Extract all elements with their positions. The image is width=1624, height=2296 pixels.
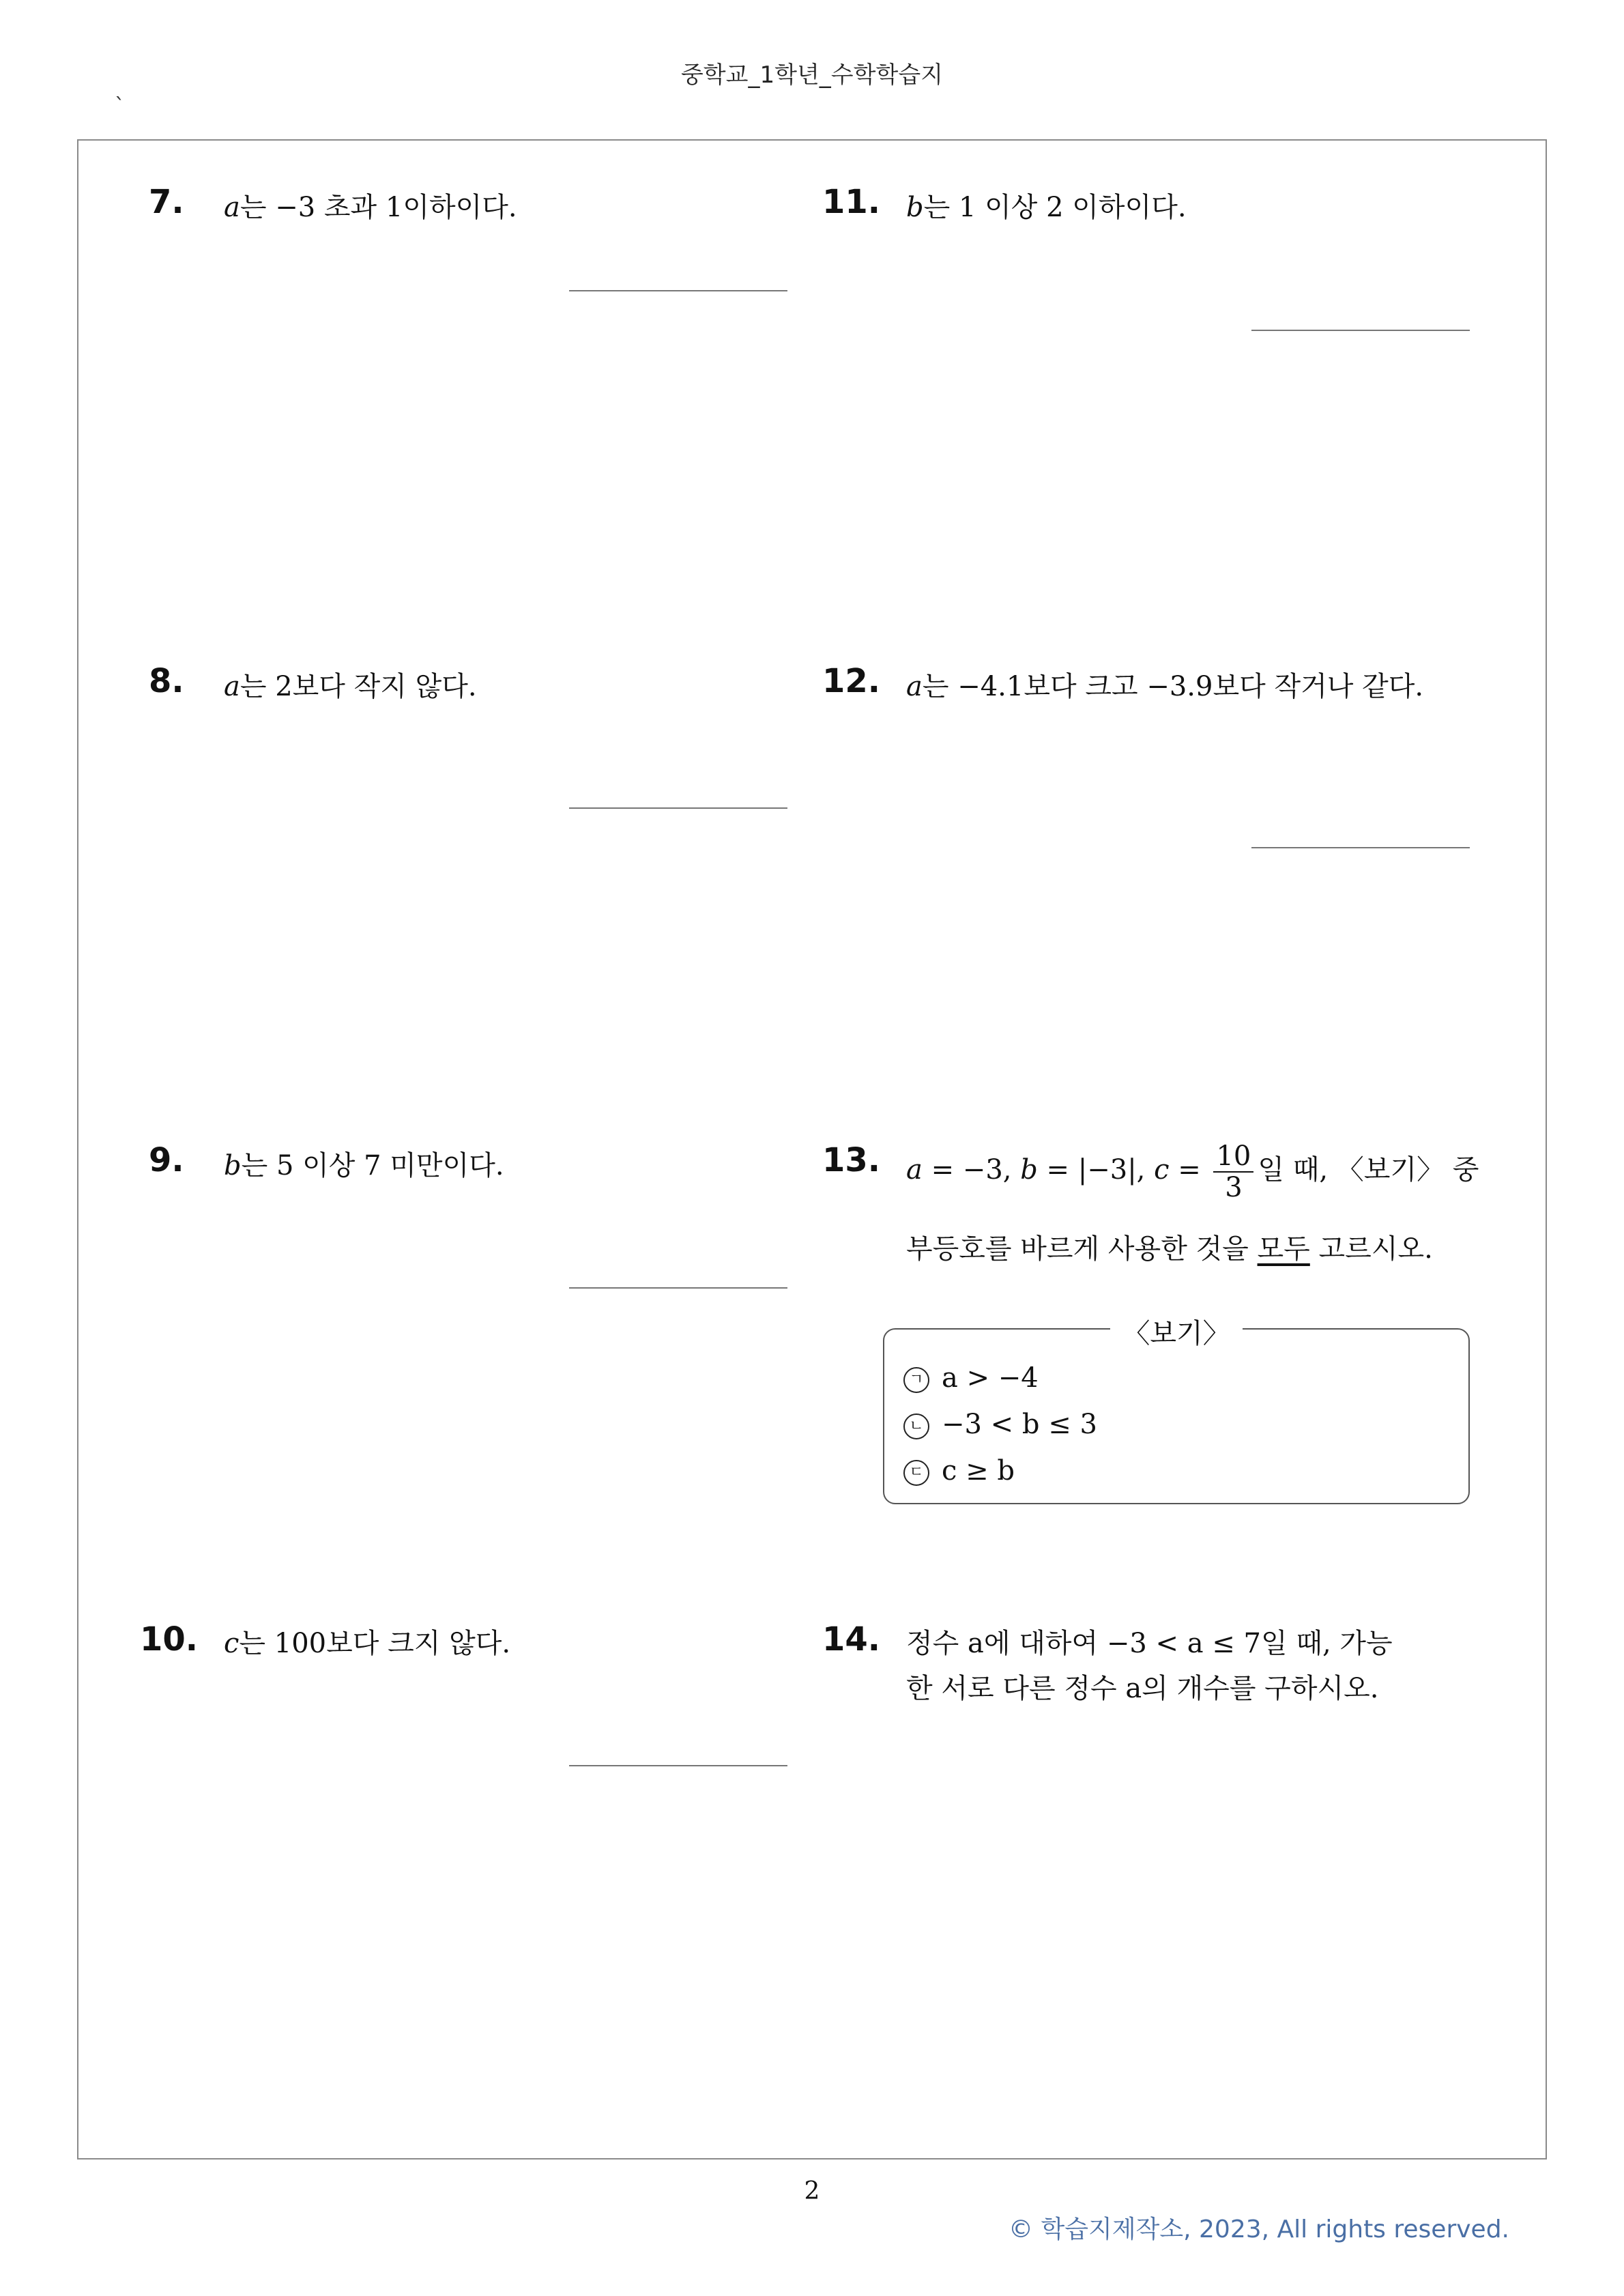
problem-14-line-2: 한 서로 다른 정수 a의 개수를 구하시오. <box>906 1673 1379 1704</box>
circled-marker-icon: ㄷ <box>903 1460 929 1486</box>
problem-8-variable: a <box>224 671 240 702</box>
problem-11-text: 는 1 이상 2 이하이다. <box>923 192 1187 223</box>
page-header: 중학교_1학년_수학학습지 <box>680 61 944 89</box>
problem-10-statement <box>224 1622 510 1661</box>
example-item-2-text: −3 < b ≤ 3 <box>942 1409 1097 1440</box>
problem-11-variable: b <box>906 192 924 223</box>
circled-marker-icon: ㄴ <box>903 1414 929 1439</box>
problem-13-var-b: b <box>1020 1154 1038 1186</box>
problem-12-number: 12. <box>822 662 881 700</box>
problem-11-number: 11. <box>822 183 881 221</box>
problem-12-statement <box>906 665 1423 704</box>
problem-13-emphasis: 모두 <box>1257 1233 1310 1265</box>
page-number: 2 <box>804 2177 820 2205</box>
problem-9-answer-line[interactable] <box>569 1287 787 1289</box>
problem-13-number: 13. <box>822 1141 881 1179</box>
problem-11-answer-line[interactable] <box>1251 330 1470 331</box>
example-box-title <box>883 1312 1470 1351</box>
fraction-denominator: 3 <box>1225 1172 1243 1203</box>
problem-9-text: 는 5 이상 7 미만이다. <box>241 1150 504 1181</box>
problem-13-eq-b: = |−3|, <box>1037 1154 1155 1186</box>
problem-10-answer-line[interactable] <box>569 1765 787 1766</box>
problem-7-text: 는 −3 초과 1이하이다. <box>240 192 517 223</box>
problem-13-eq-c: = <box>1169 1154 1210 1186</box>
problem-14-number: 14. <box>822 1620 881 1659</box>
problem-12-variable: a <box>906 671 923 702</box>
problem-8-answer-line[interactable] <box>569 807 787 809</box>
problem-13-line-2-pre: 부등호를 바르게 사용한 것을 <box>906 1233 1258 1265</box>
problem-8-text: 는 2보다 작지 않다. <box>240 671 477 702</box>
problem-12-answer-line[interactable] <box>1251 847 1470 848</box>
problem-13-line-1 <box>906 1141 1479 1203</box>
example-item-3-text: c ≥ b <box>942 1455 1015 1487</box>
copyright-notice: © 학습지제작소, 2023, All rights reserved. <box>1009 2215 1509 2243</box>
circled-marker-icon: ㄱ <box>903 1367 929 1393</box>
fraction-numerator: 10 <box>1213 1141 1253 1173</box>
problem-9-number: 9. <box>149 1141 184 1179</box>
problem-13-fraction <box>1213 1141 1253 1203</box>
example-item-1-text: a > −4 <box>942 1362 1039 1394</box>
problem-8-statement <box>224 665 477 704</box>
problem-8-number: 8. <box>149 662 184 700</box>
example-box-title-text: 〈보기〉 <box>1110 1318 1242 1349</box>
problem-7-answer-line[interactable] <box>569 290 787 291</box>
stray-mark: ` <box>115 94 125 118</box>
problem-13-eq-a: = −3, <box>922 1154 1021 1186</box>
problem-13-line-2 <box>906 1227 1433 1266</box>
problem-9-statement <box>224 1144 504 1183</box>
problem-10-number: 10. <box>140 1620 199 1659</box>
problem-7-number: 7. <box>149 183 184 221</box>
problem-11-statement <box>906 186 1187 225</box>
problem-13-var-c: c <box>1154 1154 1170 1186</box>
problem-13-var-a: a <box>906 1154 923 1186</box>
problem-14-line-1: 정수 a에 대하여 −3 < a ≤ 7일 때, 가능 <box>906 1628 1393 1659</box>
problem-7-statement <box>224 186 517 225</box>
problem-10-variable: c <box>224 1628 240 1659</box>
problem-12-text: 는 −4.1보다 크고 −3.9보다 작거나 같다. <box>922 671 1424 702</box>
example-item-3 <box>903 1455 1015 1487</box>
problem-10-text: 는 100보다 크지 않다. <box>239 1628 511 1659</box>
example-item-1 <box>903 1362 1039 1394</box>
problem-13-line-2-post: 고르시오. <box>1309 1233 1433 1265</box>
problem-13-line-1-tail: 일 때, 〈보기〉 중 <box>1258 1154 1479 1186</box>
problem-9-variable: b <box>224 1150 242 1181</box>
example-item-2 <box>903 1409 1097 1440</box>
problem-7-variable: a <box>224 192 240 223</box>
